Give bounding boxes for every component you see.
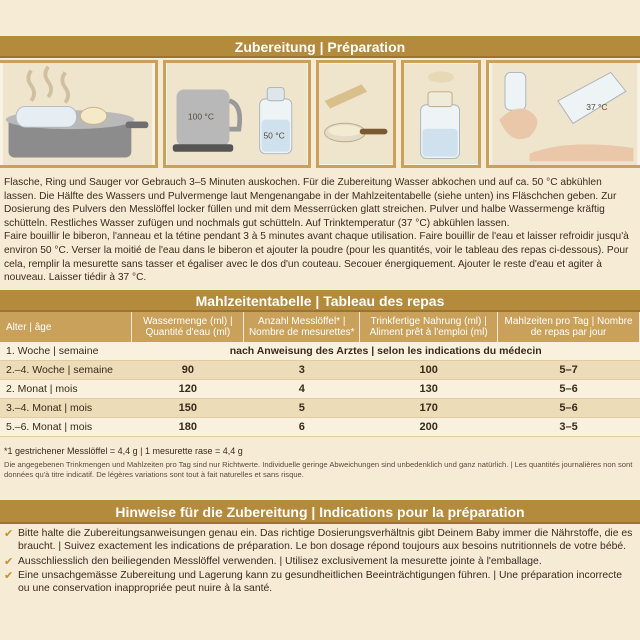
preparation-text-fr: Faire bouillir le biberon, l'anneau et la tétine pendant 3 à 5 minutes avant chaque utilisation. Faire bouillir de l'eau et laisser refroidir jusqu'à environ 50 °C. Verser la moitié de l'eau dans le biberon et ajouter la poudre (pour les quantités, voir le tableau des repas ci-dessous). Pour cela, remplir la mesurette sans tasser et égaliser avec le dos d'un couteau. Secouer énergiquement. Ajouter le reste d'eau et agiter à nouveau. Laisser tiédir à 37 °C. — [4, 231, 629, 284]
meal-table-header-row — [0, 312, 640, 342]
measuring-scoop-illustration — [316, 60, 396, 168]
meals-per-day-cell: 5–6 — [498, 399, 640, 418]
scoops-cell: 4 — [244, 380, 360, 399]
list-item — [4, 556, 636, 569]
preparation-title: Zubereitung | Préparation — [0, 36, 640, 58]
age-cell: 2.–4. Woche | semaine — [0, 361, 132, 380]
header-ready-food: Trinkfertige Nahrung (ml) | Aliment prêt à l'emploi (ml) — [360, 312, 498, 342]
scoop-weight-footnote: *1 gestrichener Messlöffel = 4,4 g | 1 mesurette rase = 4,4 g — [4, 446, 243, 456]
header-age: Alter | âge — [0, 312, 132, 342]
scoops-cell: 3 — [244, 361, 360, 380]
guideline-note: Die angegebenen Trinkmengen und Mahlzeiten pro Tag sind nur Richtwerte. Individuelle geringe Abweichungen sind unbedenklich und ganz natürlich. | Les quantités journalières non sont données qu'à titre indicatif. De légères variations sont tout à fait naturelles et sans risque. — [4, 460, 633, 479]
table-row — [0, 380, 640, 399]
ready-food-cell: 100 — [360, 361, 498, 380]
preparation-illustrations — [0, 60, 640, 172]
age-cell: 1. Woche | semaine — [0, 342, 132, 361]
age-cell: 2. Monat | mois — [0, 380, 132, 399]
header-meals-per-day: Mahlzeiten pro Tag | Nombre de repas par jour — [498, 312, 640, 342]
age-cell: 5.–6. Monat | mois — [0, 418, 132, 437]
preparation-text-de: Flasche, Ring und Sauger vor Gebrauch 3–5 Minuten auskochen. Für die Zubereitung Wasser abkochen und auf ca. 50 °C abkühlen lassen. Die Hälfte des Wassers und Pulvermenge laut Mengenangabe in der Mahlzeitentabelle (siehe unten) ins Fläschchen geben. Zur Dosierung des Pulvers den Messlöffel locker füllen und mit dem Messerrücken glatt streichen. Pulver und halbe Wassermenge kräftig schütteln. Restliches Wasser zufügen und nochmals gut schütteln. Auf Trinktemperatur (37 °C) abkühlen lassen. — [4, 177, 617, 229]
hint-text: Eine unsachgemässe Zubereitung und Lagerung kann zu gesundheitlichen Beeinträchtigungen führen. | Une préparation incorrecte ou une conservation inappropriée peut nuire à la santé. — [18, 570, 623, 595]
ready-food-cell: 130 — [360, 380, 498, 399]
meal-table — [0, 312, 640, 437]
preparation-instructions — [4, 176, 636, 285]
list-item — [4, 528, 636, 554]
hint-text: Ausschliesslich den beiliegenden Messlöffel verwenden. | Utilisez exclusivement la mesurette jointe à l'emballage. — [18, 555, 542, 567]
checkmark-icon: ✔ — [4, 570, 14, 583]
scoops-cell: 5 — [244, 399, 360, 418]
doctor-instructions-cell: nach Anweisung des Arztes | selon les indications du médecin — [132, 342, 640, 361]
water-cell: 120 — [132, 380, 244, 399]
meal-table-title: Mahlzeitentabelle | Tableau des repas — [0, 290, 640, 312]
table-row — [0, 342, 640, 361]
water-cell: 150 — [132, 399, 244, 418]
meals-per-day-cell: 5–7 — [498, 361, 640, 380]
water-cell: 90 — [132, 361, 244, 380]
kettle-and-bottle-illustration — [163, 60, 311, 168]
meals-per-day-cell: 3–5 — [498, 418, 640, 437]
water-cell: 180 — [132, 418, 244, 437]
hints-title: Hinweise für die Zubereitung | Indications pour la préparation — [0, 500, 640, 524]
age-cell: 3.–4. Monat | mois — [0, 399, 132, 418]
ready-food-cell: 200 — [360, 418, 498, 437]
temperature-check-illustration — [486, 60, 640, 168]
table-row — [0, 418, 640, 437]
table-row — [0, 361, 640, 380]
hint-text: Bitte halte die Zubereitungsanweisungen genau ein. Das richtige Dosierungsverhältnis gibt Deinem Baby immer die Nährstoffe, die es braucht. | Suivez exactement les indications de préparation. Le bon dosage répond toujours aux besoins nutritionnels de votre bébé. — [18, 528, 633, 552]
list-item — [4, 570, 636, 596]
checkmark-icon: ✔ — [4, 528, 14, 540]
scoops-cell: 6 — [244, 418, 360, 437]
bottle-filling-illustration — [401, 60, 481, 168]
boiling-bottle-illustration — [0, 60, 158, 168]
arm-temperature-label: 37 °C — [586, 102, 608, 113]
meals-per-day-cell: 5–6 — [498, 380, 640, 399]
ready-food-cell: 170 — [360, 399, 498, 418]
header-scoops: Anzahl Messlöffel* | Nombre de mesurettes* — [244, 312, 360, 342]
table-row — [0, 399, 640, 418]
hints-list — [4, 528, 636, 598]
bottle-temperature-label: 50 °C — [263, 130, 285, 141]
header-water: Wassermenge (ml) | Quantité d'eau (ml) — [132, 312, 244, 342]
kettle-temperature-label: 100 °C — [187, 111, 214, 122]
checkmark-icon: ✔ — [4, 555, 14, 568]
